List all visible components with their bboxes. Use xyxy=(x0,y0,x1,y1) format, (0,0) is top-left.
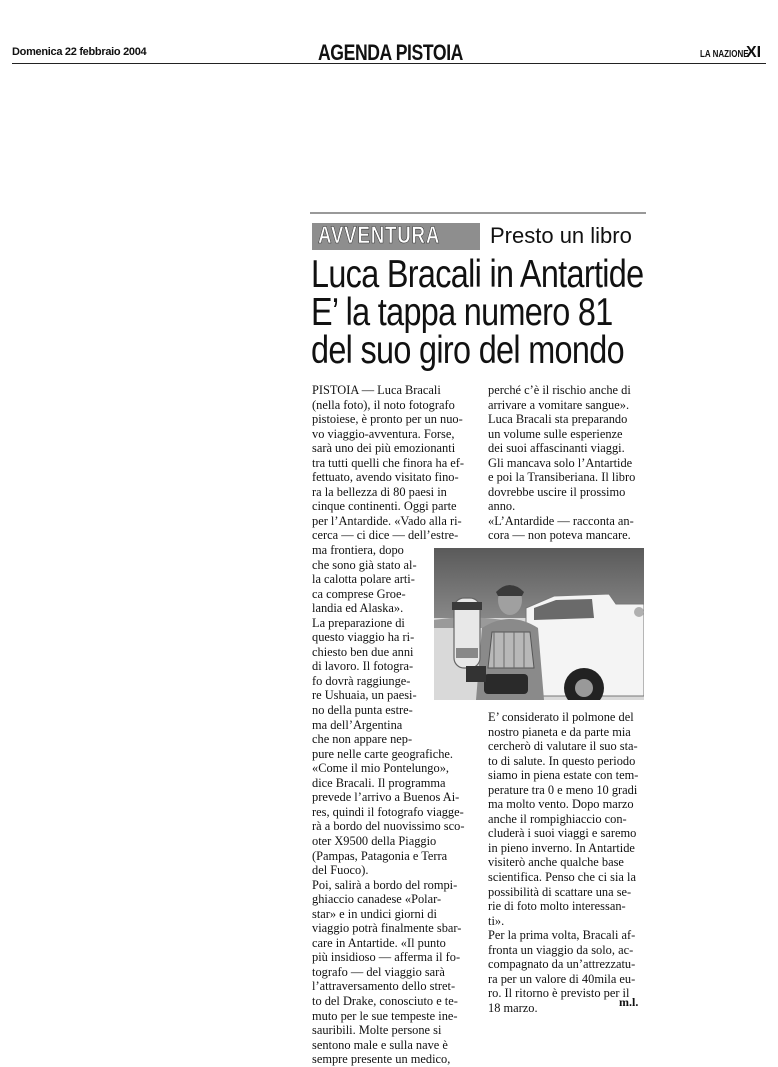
text-line: nostro pianeta e da parte mia xyxy=(488,724,631,739)
text-line: tografo — del viaggio sarà xyxy=(312,964,445,979)
text-line: la calotta polare arti- xyxy=(312,572,415,587)
author-signature: m.l. xyxy=(619,995,639,1009)
text-line: sauribili. Molte persone si xyxy=(312,1023,442,1038)
text-line: viaggio potrà finalmente sbar- xyxy=(312,921,462,936)
text-line: ghiaccio canadese «Polar- xyxy=(312,892,442,907)
text-line: star» e in undici giorni di xyxy=(312,906,437,921)
text-line: res, quindi il fotografo viagge- xyxy=(312,804,464,819)
text-line: sarà uno dei più emozionanti xyxy=(312,441,456,456)
text-line: muto per le sue tempeste ine- xyxy=(312,1008,458,1023)
text-line: to del Drake, conosciuto e te- xyxy=(312,993,458,1008)
text-line: prevede l’arrivo a Buenos Ai- xyxy=(312,790,460,805)
text-line: La preparazione di xyxy=(312,615,405,630)
text-line: ca comprese Groe- xyxy=(312,586,406,601)
text-line: Poi, salirà a bordo del rompi- xyxy=(312,877,458,892)
text-line: (nella foto), il noto fotografo xyxy=(312,397,455,412)
kicker-label xyxy=(312,223,480,250)
text-line: dice Bracali. Il programma xyxy=(312,775,446,790)
text-line: landia ed Alaska». xyxy=(312,601,404,616)
text-line: per l’Antardide. «Vado alla ri- xyxy=(312,513,462,528)
text-line: cora — non poteva mancare. xyxy=(488,528,631,543)
text-line: ma molto vento. Dopo marzo xyxy=(488,797,634,812)
page-number: XI xyxy=(746,44,762,61)
photo-illustration xyxy=(434,548,644,700)
text-line: pistoiese, è pronto per un nuo- xyxy=(312,412,463,427)
article-column-1 xyxy=(312,383,478,1067)
text-line: (Pampas, Patagonia e Terra xyxy=(312,848,448,863)
text-line: questo viaggio ha ri- xyxy=(312,630,415,645)
text-line: Luca Bracali sta preparando xyxy=(488,412,628,427)
text-line: scientifica. Penso che ci sia la xyxy=(488,870,636,885)
text-line: che sono già stato al- xyxy=(312,557,417,572)
text-line: arrivare a vomitare sangue». xyxy=(488,397,630,412)
subkicker: Presto un libro xyxy=(490,223,632,248)
text-line: vo viaggio-avventura. Forse, xyxy=(312,426,455,441)
text-line: più insidioso — afferma il fo- xyxy=(312,950,461,965)
page-header xyxy=(0,0,778,70)
issue-date: Domenica 22 febbraio 2004 xyxy=(12,46,147,58)
text-line: no della punta estre- xyxy=(312,703,413,718)
text-line: Gli mancava solo l’Antartide xyxy=(488,455,633,470)
text-line: rie di foto molto interessan- xyxy=(488,899,626,914)
text-line: fronta un viaggio da solo, ac- xyxy=(488,942,634,957)
section-title: AGENDA PISTOIA xyxy=(318,40,463,65)
text-line: cerca — ci dice — dell’estre- xyxy=(312,528,459,543)
headline-line: del suo giro del mondo xyxy=(311,329,624,372)
text-line: perché c’è il rischio anche di xyxy=(488,383,631,397)
article-divider xyxy=(310,212,646,214)
text-line: un volume sulle esperienze xyxy=(488,426,623,441)
text-line: PISTOIA — Luca Bracali xyxy=(312,383,441,397)
text-line: care in Antartide. «Il punto xyxy=(312,935,446,950)
text-line: perature tra 0 e meno 10 gradi xyxy=(488,782,638,797)
text-line: dei suoi affascinanti viaggi. xyxy=(488,441,625,456)
text-line: «L’Antardide — racconta an- xyxy=(488,513,634,528)
text-line: ma frontiera, dopo xyxy=(312,543,404,558)
text-line: visiterò anche qualche base xyxy=(488,855,624,870)
text-line: tra tutti quelli che finora ha ef- xyxy=(312,455,465,470)
text-line: Per la prima volta, Bracali af- xyxy=(488,928,636,943)
text-line: rà a bordo del nuovissimo sco- xyxy=(312,819,465,834)
text-line: pure nelle carte geografiche. xyxy=(312,746,454,761)
text-line: anche il rompighiaccio con- xyxy=(488,811,627,826)
text-line: sempre presente un medico, xyxy=(312,1052,451,1067)
text-line: ro. Il ritorno è previsto per il xyxy=(488,986,630,1001)
headline xyxy=(311,253,644,372)
newspaper-name: LA NAZIONE xyxy=(700,49,749,60)
kicker-text: AVVENTURA xyxy=(318,222,441,249)
text-line: cinque continenti. Oggi parte xyxy=(312,499,457,514)
headline-line: E’ la tappa numero 81 xyxy=(311,291,613,334)
text-line: anno. xyxy=(488,499,516,514)
article-photo xyxy=(434,548,644,700)
text-line: ti». xyxy=(488,913,505,928)
text-line: sentono male e sulla nave è xyxy=(312,1037,448,1052)
text-line: e poi la Transiberiana. Il libro xyxy=(488,470,636,485)
text-line: cluderà i suoi viaggi e saremo xyxy=(488,826,637,841)
text-line: E’ considerato il polmone del xyxy=(488,710,634,724)
text-line: ra la bellezza di 80 paesi in xyxy=(312,484,447,499)
text-line: oter X9500 della Piaggio xyxy=(312,833,437,848)
text-line: di lavoro. Il fotogra- xyxy=(312,659,414,674)
text-line: chiesto ben due anni xyxy=(312,644,414,659)
article-column-2-bottom xyxy=(488,710,644,1015)
text-line: cercherò di valutare il suo sta- xyxy=(488,739,638,754)
text-line: che non appare nep- xyxy=(312,732,413,747)
headline-line: Luca Bracali in Antartide xyxy=(311,253,644,296)
text-line: to di salute. In questo periodo xyxy=(488,753,636,768)
header-divider xyxy=(12,63,766,64)
text-line: compagnato da un’attrezzatu- xyxy=(488,957,636,972)
text-line: fettuato, avendo visitato fino- xyxy=(312,470,459,485)
text-line: re Ushuaia, un paesi- xyxy=(312,688,417,703)
text-line: possibilità di scattare una se- xyxy=(488,884,632,899)
article-column-2-top xyxy=(488,383,644,543)
text-line: in pieno inverno. In Antartide xyxy=(488,840,635,855)
text-line: del Fuoco). xyxy=(312,863,369,878)
text-line: «Come il mio Pontelungo», xyxy=(312,761,449,776)
text-line: ma dell’Argentina xyxy=(312,717,403,732)
text-line: ra per un valore di 40mila eu- xyxy=(488,971,636,986)
text-line: siamo in piena estate con tem- xyxy=(488,768,639,783)
text-line: dovrebbe uscire il prossimo xyxy=(488,484,626,499)
text-line: l’attraversamento dello stret- xyxy=(312,979,456,994)
text-line: fo dovrà raggiunge- xyxy=(312,673,411,688)
text-line: 18 marzo. xyxy=(488,1000,538,1015)
